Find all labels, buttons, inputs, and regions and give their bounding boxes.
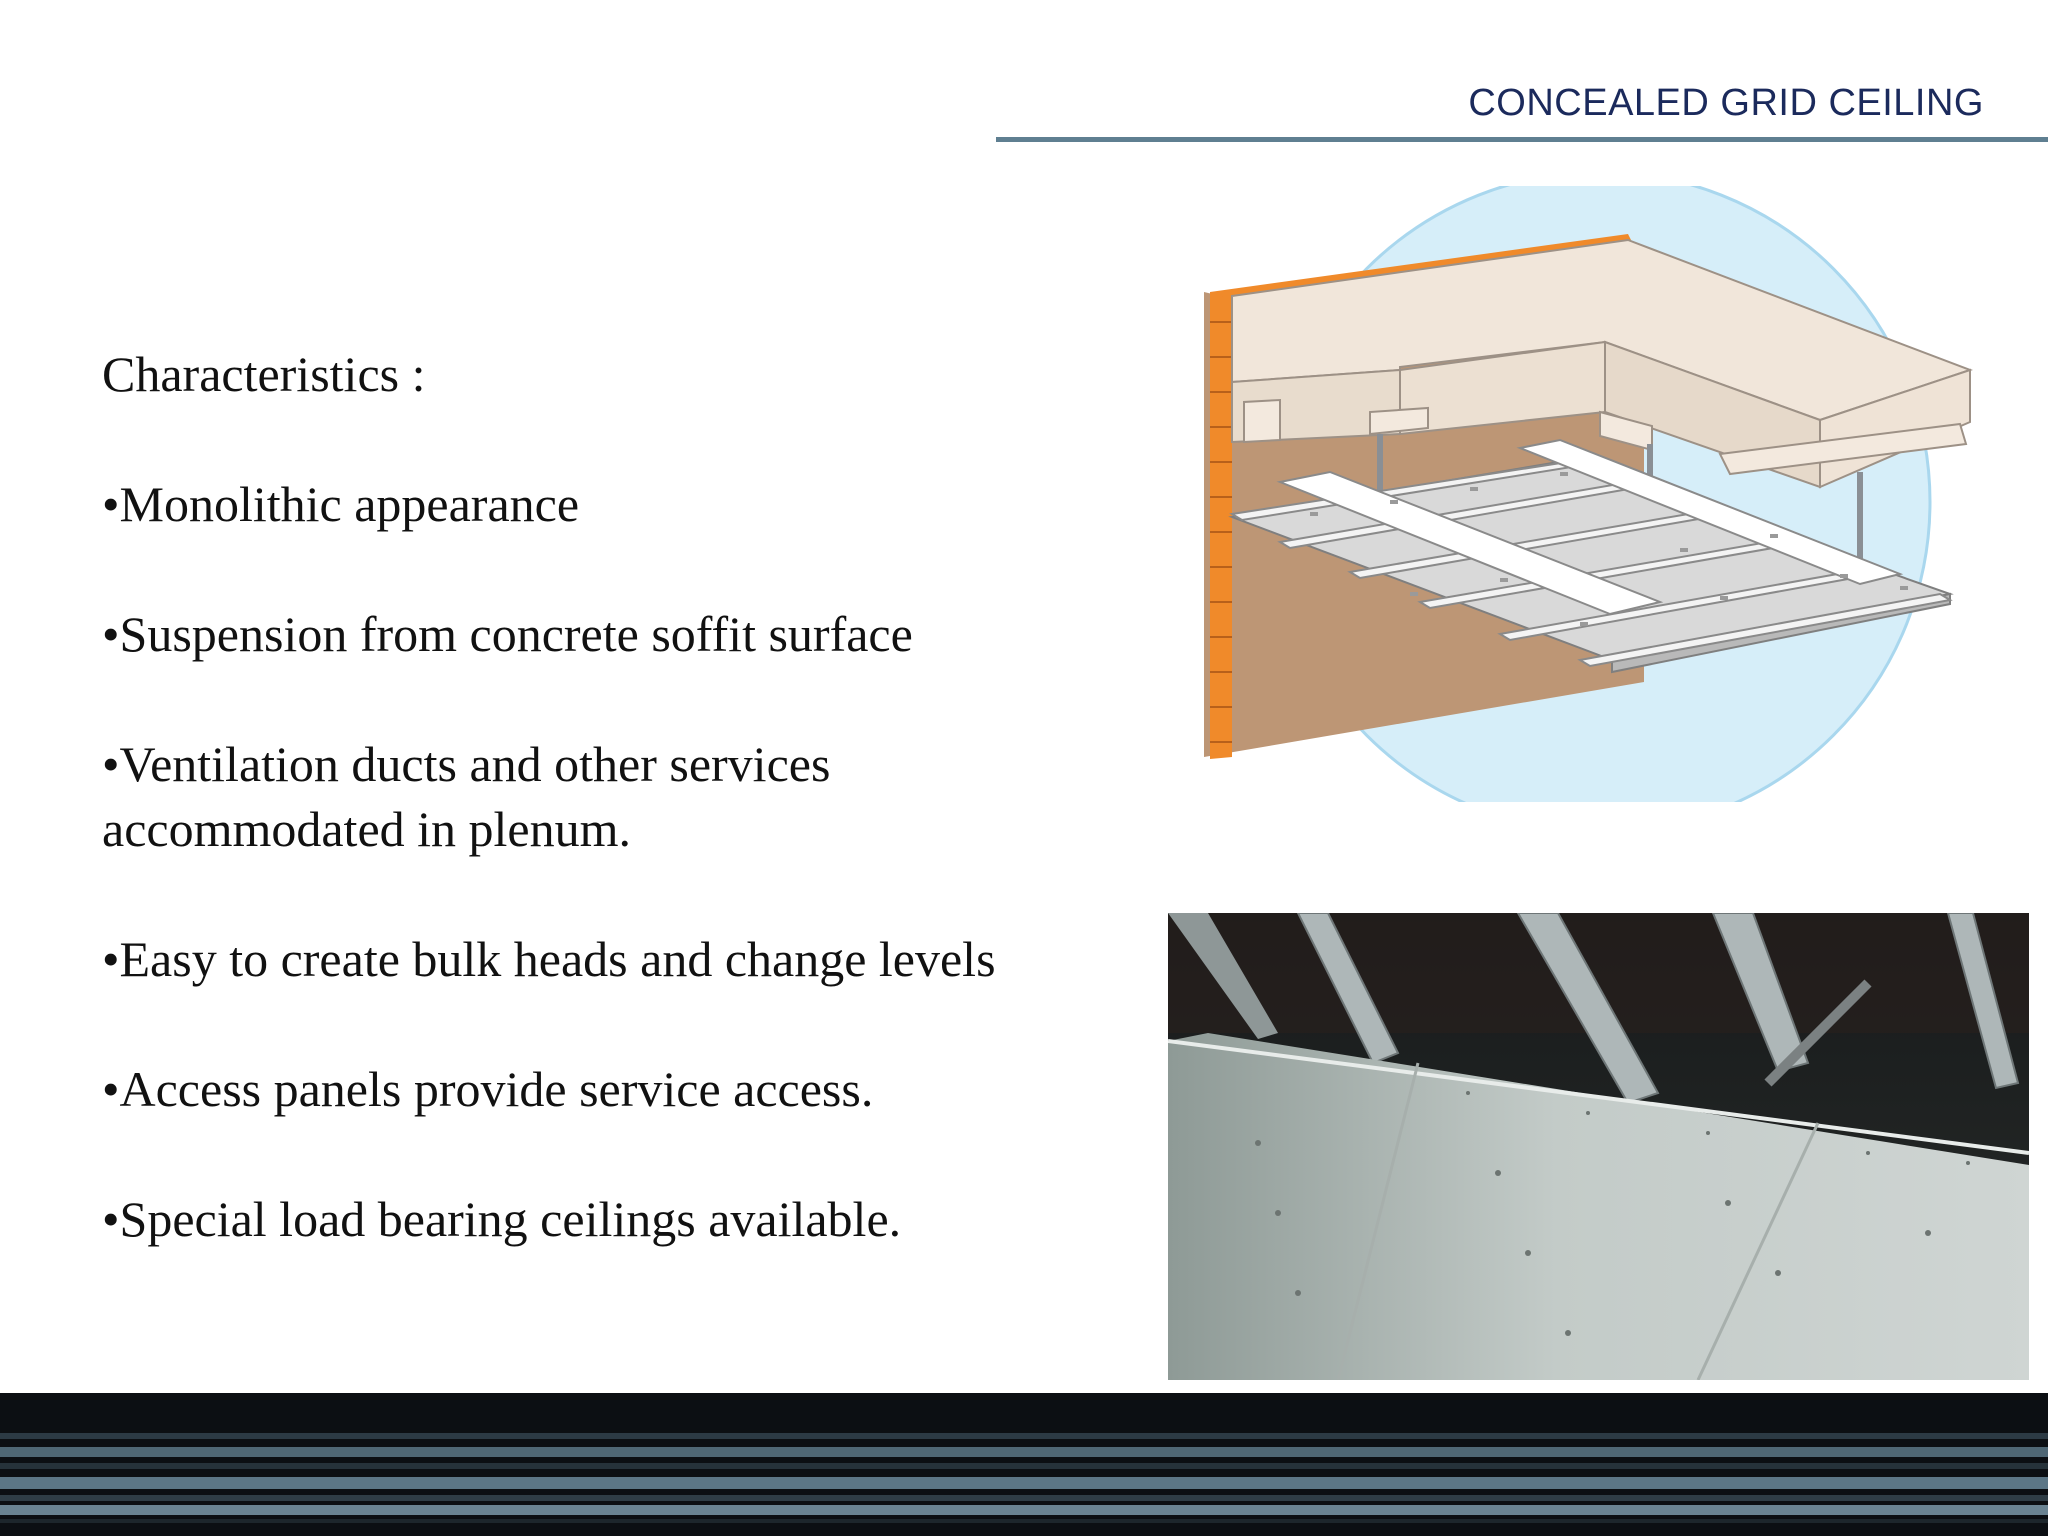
slide-title: CONCEALED GRID CEILING [1468,82,1984,124]
footer-stripes [0,1393,2048,1536]
bullet-item: •Easy to create bulk heads and change levels [102,931,996,987]
bullet-item: •Monolithic appearance [102,476,580,532]
title-divider [996,137,2048,142]
bullet-item: •Ventilation ducts and other services accommodated in plenum. [102,736,831,857]
bullet-item: •Suspension from concrete soffit surface [102,606,913,662]
installation-photo [1168,913,2029,1380]
bullet-item: •Special load bearing ceilings available. [102,1191,902,1247]
brick-edge [1210,292,1232,759]
characteristics-text [102,342,1122,1317]
ceiling-system-diagram [1160,182,2000,812]
characteristics-heading: Characteristics : [102,346,426,402]
bullet-item: •Access panels provide service access. [102,1061,874,1117]
